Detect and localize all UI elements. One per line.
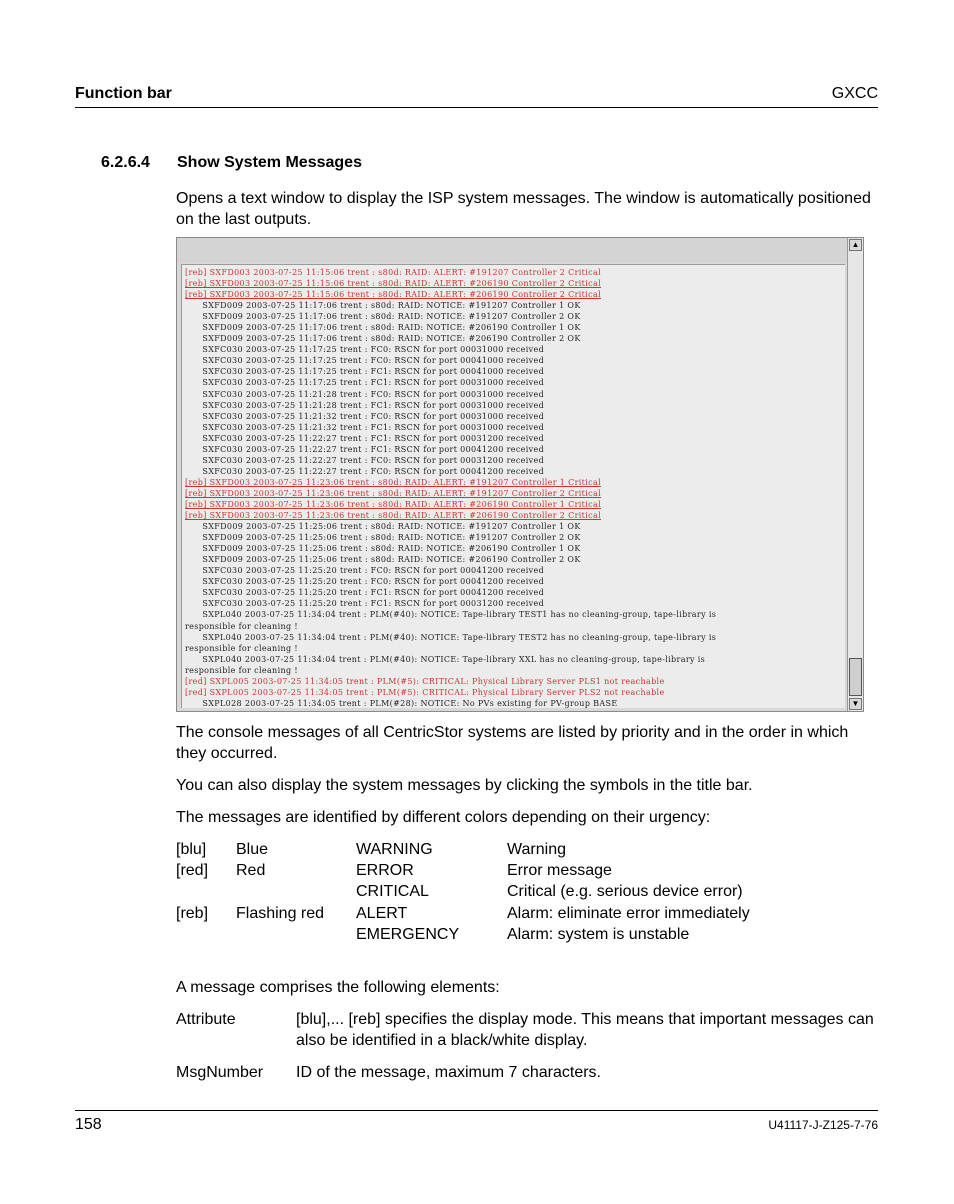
definition-description: ID of the message, maximum 7 characters.	[296, 1064, 601, 1081]
message-line: SXFC030 2003-07-25 11:22:27 trent : FC1: RSCN for port 00041200 received	[185, 444, 545, 454]
definition-term: Attribute	[176, 1011, 236, 1028]
legend-color: Flashing red	[236, 904, 325, 922]
legend-level: CRITICAL	[356, 883, 429, 901]
message-line: SXFC030 2003-07-25 11:17:25 trent : FC1: RSCN for port 00031000 received	[185, 378, 545, 388]
message-line: [reb] SXFD003 2003-07-25 11:15:06 trent : s80d: RAID: ALERT: #206190 Controller 2 Critical	[185, 290, 602, 300]
message-line: SXPL040 2003-07-25 11:34:04 trent : PLM(#40): NOTICE: Tape-library XXL has no cleaning-group, tape-library is	[185, 654, 706, 664]
message-line: SXFD009 2003-07-25 11:25:06 trent : s80d: RAID: NOTICE: #206190 Controller 1 OK	[185, 544, 581, 554]
message-line: SXFC030 2003-07-25 11:17:25 trent : FC0: RSCN for port 00031000 received	[185, 345, 545, 355]
message-line: SXFC030 2003-07-25 11:21:28 trent : FC0: RSCN for port 00031000 received	[185, 389, 545, 399]
message-line: SXFC030 2003-07-25 11:22:27 trent : FC0: RSCN for port 00031200 received	[185, 455, 545, 465]
running-header-product: GXCC	[831, 85, 878, 102]
page-number: 158	[75, 1116, 102, 1133]
message-line: SXFD009 2003-07-25 11:17:06 trent : s80d: RAID: NOTICE: #206190 Controller 2 OK	[185, 334, 581, 344]
legend-color: Red	[236, 862, 266, 880]
header-rule	[75, 107, 878, 108]
message-line: SXPL040 2003-07-25 11:34:04 trent : PLM(#40): NOTICE: Tape-library TEST1 has no cleaning-group, tape-library is	[185, 610, 717, 620]
message-line: SXFD009 2003-07-25 11:17:06 trent : s80d: RAID: NOTICE: #191207 Controller 2 OK	[185, 312, 581, 322]
message-line: [reb] SXFD003 2003-07-25 11:23:06 trent : s80d: RAID: ALERT: #206190 Controller 1 Critical	[185, 499, 602, 509]
message-line: SXFD009 2003-07-25 11:25:06 trent : s80d: RAID: NOTICE: #191207 Controller 2 OK	[185, 533, 581, 543]
message-line: SXFD009 2003-07-25 11:17:06 trent : s80d: RAID: NOTICE: #206190 Controller 1 OK	[185, 323, 581, 333]
definition-term: MsgNumber	[176, 1064, 264, 1081]
scroll-up-button[interactable]: ▲	[849, 239, 862, 251]
message-line: [reb] SXFD003 2003-07-25 11:23:06 trent : s80d: RAID: ALERT: #191207 Controller 1 Critical	[185, 477, 602, 487]
paragraph-colors: The messages are identified by different colors depending on their urgency:	[176, 809, 711, 826]
message-line: [reb] SXFD003 2003-07-25 11:23:06 trent : s80d: RAID: ALERT: #191207 Controller 2 Critical	[185, 488, 602, 498]
message-line: [reb] SXFD003 2003-07-25 11:23:06 trent : s80d: RAID: ALERT: #206190 Controller 2 Critical	[185, 511, 602, 521]
message-line: SXFC030 2003-07-25 11:25:20 trent : FC0: RSCN for port 00041200 received	[185, 577, 545, 587]
section-number: 6.2.6.4	[101, 154, 150, 171]
window-top-area	[177, 238, 847, 263]
message-line: [reb] SXFD003 2003-07-25 11:15:06 trent : s80d: RAID: ALERT: #206190 Controller 2 Critical	[185, 279, 602, 289]
message-line: responsible for cleaning !	[185, 665, 298, 675]
message-line: responsible for cleaning !	[185, 621, 298, 631]
footer-rule	[75, 1110, 878, 1111]
message-line: [red] SXPL005 2003-07-25 11:34:05 trent : PLM(#5): CRITICAL: Physical Library Server PLS1 not reachable	[185, 676, 665, 686]
legend-color: Blue	[236, 841, 269, 858]
message-line: SXPL040 2003-07-25 11:34:04 trent : PLM(#40): NOTICE: Tape-library TEST2 has no cleaning-group, tape-library is	[185, 632, 717, 642]
running-header-title: Function bar	[75, 85, 172, 102]
message-line: SXPL028 2003-07-25 11:34:05 trent : PLM(#28): NOTICE: No PVs existing for PV-group BASE	[185, 698, 618, 708]
scrollbar-thumb[interactable]	[849, 658, 862, 696]
message-line: SXFC030 2003-07-25 11:25:20 trent : FC0: RSCN for port 00041200 received	[185, 566, 545, 576]
legend-meaning: Alarm: eliminate error immediately	[507, 904, 750, 922]
message-line: SXFD009 2003-07-25 11:17:06 trent : s80d: RAID: NOTICE: #191207 Controller 1 OK	[185, 301, 581, 311]
document-id: U41117-J-Z125-7-76	[768, 1118, 878, 1132]
paragraph-message-elements: A message comprises the following elements:	[176, 979, 500, 996]
legend-level: ALERT	[356, 904, 408, 922]
intro-paragraph: Opens a text window to display the ISP system messages. The window is automatically positioned on the last outputs.	[176, 190, 871, 228]
legend-attribute: [red]	[176, 862, 209, 880]
legend-meaning: Critical (e.g. serious device error)	[507, 883, 743, 901]
legend-level: WARNING	[356, 841, 433, 858]
message-line: SXFC030 2003-07-25 11:25:20 trent : FC1: RSCN for port 00031200 received	[185, 599, 545, 609]
legend-level: ERROR	[356, 862, 414, 880]
message-line: SXFC030 2003-07-25 11:21:32 trent : FC1: RSCN for port 00031000 received	[185, 422, 545, 432]
section-title: Show System Messages	[177, 154, 362, 171]
legend-meaning: Alarm: system is unstable	[507, 925, 690, 943]
legend-attribute: [blu]	[176, 841, 207, 858]
paragraph-console-listing: The console messages of all CentricStor systems are listed by priority and in the order in which they occurred.	[176, 724, 849, 762]
definition-description: [blu],... [reb] specifies the display mode. This means that important messages can also be identified in a black/white display.	[296, 1011, 874, 1049]
message-line: SXFC030 2003-07-25 11:17:25 trent : FC1: RSCN for port 00041000 received	[185, 367, 545, 377]
message-line: SXFC030 2003-07-25 11:22:27 trent : FC1: RSCN for port 00031200 received	[185, 433, 545, 443]
message-line: SXFD009 2003-07-25 11:25:06 trent : s80d: RAID: NOTICE: #191207 Controller 1 OK	[185, 522, 581, 532]
message-line: SXFD009 2003-07-25 11:25:06 trent : s80d: RAID: NOTICE: #206190 Controller 2 OK	[185, 555, 581, 565]
message-line: [red] SXPL005 2003-07-25 11:34:05 trent : PLM(#5): CRITICAL: Physical Library Server PLS2 not reachable	[185, 687, 665, 697]
message-line: SXFC030 2003-07-25 11:17:25 trent : FC0: RSCN for port 00041000 received	[185, 356, 545, 366]
vertical-scrollbar[interactable]	[847, 238, 863, 711]
legend-attribute: [reb]	[176, 904, 209, 922]
message-line: SXFC030 2003-07-25 11:22:27 trent : FC0: RSCN for port 00041200 received	[185, 466, 545, 476]
system-messages-window	[176, 237, 864, 712]
scroll-down-button[interactable]: ▼	[849, 698, 862, 710]
message-line: [reb] SXFD003 2003-07-25 11:15:06 trent : s80d: RAID: ALERT: #191207 Controller 2 Critical	[185, 268, 602, 277]
message-line: SXFC030 2003-07-25 11:21:28 trent : FC1: RSCN for port 00031000 received	[185, 400, 545, 410]
message-line: SXFC030 2003-07-25 11:25:20 trent : FC1: RSCN for port 00041200 received	[185, 588, 545, 598]
legend-meaning: Warning	[507, 841, 566, 858]
legend-meaning: Error message	[507, 862, 612, 880]
paragraph-title-bar: You can also display the system messages by clicking the symbols in the title bar.	[176, 777, 753, 794]
legend-level: EMERGENCY	[356, 925, 460, 943]
message-line: SXFC030 2003-07-25 11:21:32 trent : FC0: RSCN for port 00031000 received	[185, 411, 545, 421]
message-line: responsible for cleaning !	[185, 643, 298, 653]
message-text-area[interactable]	[181, 264, 845, 708]
